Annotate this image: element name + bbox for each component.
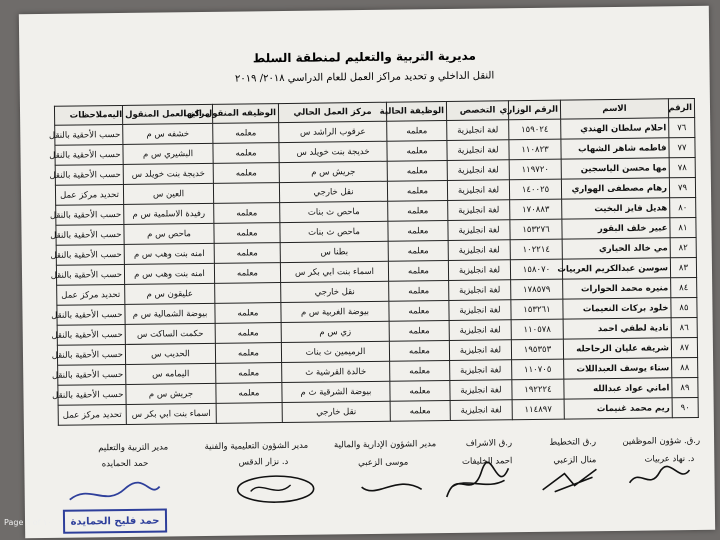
row-current-job: معلمه (387, 121, 447, 142)
row-specialty: لغة انجليزية (448, 260, 510, 281)
row-new-job: معلمه (216, 363, 282, 384)
transfer-table (48, 98, 699, 426)
row-specialty: لغة انجليزية (448, 200, 510, 221)
row-number: ٨٣ (670, 257, 696, 277)
row-ministry-id: ١٥٨٠٧٠ (510, 259, 562, 280)
row-specialty: لغة انجليزية (447, 160, 509, 181)
col-notes: ملاحظات (54, 105, 122, 125)
row-new-center: بيوضة الشمالية س م (125, 303, 215, 324)
row-notes: حسب الأحقية بالنقل (55, 124, 123, 145)
row-ministry-id: ١٥٣٢٦١ (511, 299, 563, 320)
row-number: ٨١ (670, 217, 696, 237)
row-number: ٨٢ (670, 237, 696, 257)
signature-scribble-4 (356, 471, 426, 502)
row-new-job (216, 403, 282, 424)
row-notes: حسب الأحقية بالنقل (58, 364, 126, 385)
row-current-center: ماحص ث بنات (280, 221, 388, 242)
row-current-center: زي س م (281, 321, 389, 342)
row-notes: حسب الأحقية بالنقل (55, 144, 123, 165)
row-current-job: معلمه (389, 340, 449, 361)
row-name: نادية لطفي احمد (563, 318, 671, 339)
row-current-job: معلمه (389, 301, 449, 322)
row-notes: تحديد مركز عمل (58, 404, 126, 425)
row-number: ٨٦ (671, 317, 697, 337)
row-notes: حسب الأحقية بالنقل (58, 384, 126, 405)
row-new-center: امنه بنت وهب س م (124, 263, 214, 284)
row-current-center: خالدة القرشية ث (282, 361, 390, 382)
row-number: ٨٧ (671, 337, 697, 357)
row-current-center: عرقوب الراشد س (279, 121, 387, 142)
page-indicator: Page ٦ of ١٠ (4, 518, 52, 527)
row-current-job: معلمه (390, 360, 450, 381)
row-current-center: ماحص ث بنات (280, 201, 388, 222)
row-notes: حسب الأحقية بالنقل (57, 304, 125, 325)
personnel-head-title: ر.ق. شؤون الموظفين (622, 435, 701, 447)
row-new-center: الحديب س (125, 343, 215, 364)
row-ministry-id: ١١٠٥٧٨ (511, 319, 563, 340)
admin-director-title: مدير الشؤون الإدارية والمالية (333, 439, 437, 451)
row-number: ٨٠ (670, 197, 696, 217)
row-current-job: معلمه (390, 380, 450, 401)
row-new-center: اليمامه س (126, 363, 216, 384)
edu-director-name: د. نزار الدقس (238, 456, 289, 468)
row-name: رهام مصطفى الهواري (561, 178, 669, 199)
row-new-center: جريش س م (126, 383, 216, 404)
row-current-job: معلمه (388, 221, 448, 242)
row-name: فاطمه شاهر الشهاب (561, 138, 669, 159)
row-current-center: نقل خارجي (281, 281, 389, 302)
row-name: مها محسن الياسجين (561, 158, 669, 179)
row-specialty: لغة انجليزية (447, 120, 509, 141)
row-current-center: نقل خارجي (279, 181, 387, 202)
row-specialty: لغة انجليزية (449, 280, 511, 301)
admin-director-name: موسى الزعبي (358, 457, 409, 469)
row-specialty: لغة انجليزية (449, 300, 511, 321)
supervision-head-title: ر.ق الاشراف (465, 438, 513, 449)
row-new-job: معلمه (213, 123, 279, 144)
row-current-center: بيوضة الشرقية ث م (282, 381, 390, 402)
row-current-job: معلمه (389, 321, 449, 342)
row-number: ٨٨ (672, 357, 698, 377)
row-ministry-id: ١١٤٨٩٧ (512, 399, 564, 420)
row-new-center: اسماء بنت ابي بكر س (126, 403, 216, 424)
row-name: سوسن عبدالكريم العربيات (562, 258, 670, 279)
row-number: ٧٩ (669, 177, 695, 197)
row-name: هديل فايز البخيت (562, 198, 670, 219)
row-notes: حسب الأحقية بالنقل (57, 344, 125, 365)
row-notes: حسب الأحقية بالنقل (56, 204, 124, 225)
col-number: الرقم (668, 98, 694, 117)
row-name: شريفه عليان الرحاحله (563, 338, 671, 359)
row-name: عبير خلف البقور (562, 218, 670, 239)
row-new-job: معلمه (214, 243, 280, 264)
row-new-center: امنه بنت وهب س م (124, 243, 214, 264)
row-specialty: لغة انجليزية (450, 380, 512, 401)
row-notes: حسب الأحقية بالنقل (56, 244, 124, 265)
row-specialty: لغة انجليزية (450, 360, 512, 381)
col-new-job: الوظيفه المنقول اليها (212, 104, 278, 124)
row-current-center: بطنا س (280, 241, 388, 262)
row-specialty: لغة انجليزية (450, 400, 512, 421)
row-ministry-id: ١٧٨٥٧٩ (511, 279, 563, 300)
row-new-job: معلمه (216, 383, 282, 404)
row-current-center: الرميمين ث بنات (281, 341, 389, 362)
row-number: ٨٤ (671, 277, 697, 297)
row-new-center: عليقون س م (125, 283, 215, 304)
row-number: ٧٦ (669, 117, 695, 137)
planning-head-title: ر.ق التخطيط (549, 437, 597, 448)
signature-scribble-2 (534, 463, 604, 498)
row-number: ٩٠ (672, 397, 698, 417)
row-ministry-id: ١٥٩٠٢٤ (509, 119, 561, 140)
col-name: الاسم (560, 99, 668, 119)
row-notes: حسب الأحقية بالنقل (57, 324, 125, 345)
row-ministry-id: ١٧٠٨٨٣ (510, 199, 562, 220)
row-new-job: معلمه (214, 263, 280, 284)
row-new-center: رفيدة الاسلمية س م (124, 203, 214, 224)
row-number: ٨٥ (671, 297, 697, 317)
row-name: اماني عواد عبدالله (564, 378, 672, 399)
signature-scribble-6 (65, 478, 165, 509)
row-notes: تحديد مركز عمل (55, 184, 123, 205)
row-current-job: معلمه (387, 181, 447, 202)
personnel-head-name: د. نهاد عربيات (644, 454, 695, 465)
row-ministry-id: ١١٠٧٠٥ (512, 359, 564, 380)
row-new-job: معلمه (215, 303, 281, 324)
row-new-job: معلمه (214, 203, 280, 224)
row-current-job: معلمه (388, 261, 448, 282)
official-stamp: حمد فليح الحمايدة (63, 508, 167, 533)
row-ministry-id: ١٩٥٣٥٣ (511, 339, 563, 360)
row-current-center: اسماء بنت ابي بكر س (280, 261, 388, 282)
row-new-center: البشيري س م (123, 143, 213, 164)
row-specialty: لغة انجليزية (447, 140, 509, 161)
row-new-center: خشفه س م (123, 123, 213, 144)
row-notes: حسب الأحقية بالنقل (56, 224, 124, 245)
col-current-job: الوظيفة الحالية (386, 102, 446, 122)
row-ministry-id: ١١٠٨٢٣ (509, 139, 561, 160)
supervision-head-name: احمد الخليفات (461, 456, 513, 467)
row-new-center: حكمت الساكت س (125, 323, 215, 344)
row-name: ريم محمد غنيمات (564, 398, 672, 419)
document-page (19, 6, 715, 538)
col-ministry-id: الرقم الوزاري (508, 100, 560, 120)
row-name: مي خالد الحياري (562, 238, 670, 259)
row-current-center: جريش س م (279, 161, 387, 182)
document-subtitle: النقل الداخلي و تحديد مراكز العمل للعام الدراسي ٢٠١٨/ ٢٠١٩ (234, 70, 495, 85)
row-new-job: معلمه (215, 323, 281, 344)
row-ministry-id: ١٩٢٢٢٤ (512, 379, 564, 400)
signatures-area (58, 435, 708, 470)
row-new-center: خديجة بنت خويلد س (123, 163, 213, 184)
row-current-job: معلمه (387, 161, 447, 182)
row-specialty: لغة انجليزية (449, 320, 511, 341)
row-number: ٧٧ (669, 137, 695, 157)
row-new-job: معلمه (213, 163, 279, 184)
main-director-title: مدير التربية والتعليم (98, 442, 169, 454)
col-specialty: التخصص (446, 101, 508, 121)
signature-scribble-3 (436, 456, 517, 507)
row-ministry-id: ١٥٣٢٧٦ (510, 219, 562, 240)
row-current-job: معلمه (389, 281, 449, 302)
row-name: احلام سلطان الهندي (561, 118, 669, 139)
row-new-center: ماحص س م (124, 223, 214, 244)
row-new-job (213, 183, 279, 204)
col-current-center: مركز العمل الحالي (278, 102, 386, 122)
edu-director-title: مدير الشؤون التعليمية والفنية (204, 440, 309, 452)
row-new-job: معلمه (214, 223, 280, 244)
row-current-center: نقل خارجي (282, 401, 390, 422)
row-current-center: خديجة بنت خويلد س (279, 141, 387, 162)
row-specialty: لغة انجليزية (447, 180, 509, 201)
row-name: خلود بركات النعيمات (563, 298, 671, 319)
row-specialty: لغة انجليزية (448, 240, 510, 261)
row-current-center: بيوضة الغربية س م (281, 301, 389, 322)
row-new-job: معلمه (215, 343, 281, 364)
row-current-job: معلمه (388, 201, 448, 222)
col-new-center: مركز العمل المنقول اليه (122, 104, 212, 124)
row-number: ٧٨ (669, 157, 695, 177)
row-new-job (215, 283, 281, 304)
planning-head-name: منال الزعبي (553, 455, 597, 466)
row-name: سناء يوسف العبداللات (564, 358, 672, 379)
row-specialty: لغة انجليزية (448, 220, 510, 241)
row-notes: تحديد مركز عمل (57, 284, 125, 305)
row-ministry-id: ١٤٠٠٢٥ (509, 179, 561, 200)
row-new-center: العين س (123, 183, 213, 204)
row-ministry-id: ١٠٢٢١٤ (510, 239, 562, 260)
main-director-name: حمد الحمايده (101, 458, 149, 470)
row-name: منيره محمد الحوارات (563, 278, 671, 299)
row-notes: حسب الأحقية بالنقل (56, 264, 124, 285)
row-current-job: معلمه (388, 241, 448, 262)
document-title: مديرية التربية والتعليم لمنطقة السلط (252, 48, 476, 66)
row-ministry-id: ١١٩٧٢٠ (509, 159, 561, 180)
row-current-job: معلمه (387, 141, 447, 162)
row-specialty: لغة انجليزية (449, 340, 511, 361)
row-notes: حسب الأحقية بالنقل (55, 164, 123, 185)
signature-scribble-5 (230, 471, 320, 508)
signature-scribble-1 (624, 462, 694, 493)
row-number: ٨٩ (672, 377, 698, 397)
row-new-job: معلمه (213, 143, 279, 164)
row-current-job: معلمه (390, 400, 450, 421)
